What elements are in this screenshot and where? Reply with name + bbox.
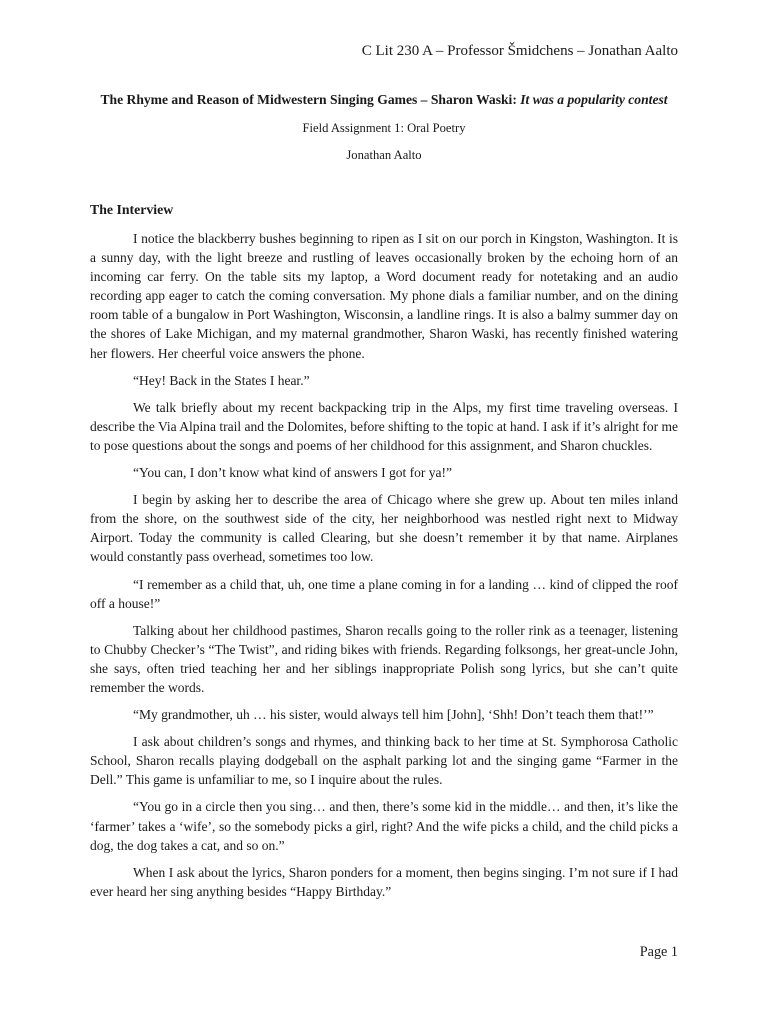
paragraph: We talk briefly about my recent backpacking trip in the Alps, my first time traveling overseas. I describe the Via Alpina trail and the Dolomites, before shifting to the topic at hand. I ask if it’s alright for me to pose questions about the songs and poems of her childhood for this assignment, and Sharon chuckles. [90,399,678,453]
section-heading: The Interview [90,202,174,217]
paragraph: When I ask about the lyrics, Sharon ponders for a moment, then begins singing. I’m not sure if I had ever heard her sing anything besides “Happy Birthday.” [90,864,678,899]
paragraph: “I remember as a child that, uh, one time a plane coming in for a landing … kind of clipped the roof off a house!” [90,576,678,611]
title-main: The Rhyme and Reason of Midwestern Singing Games – Sharon Waski: [100,92,521,107]
paragraph: Talking about her childhood pastimes, Sharon recalls going to the roller rink as a teenager, listening to Chubby Checker’s “The Twist”, and riding bikes with friends. Regarding folksongs, her great-uncle John, she says, often tried teaching her and her siblings inappropriate Polish song lyrics, but she can’t quite remember the words. [90,622,678,695]
paragraph: “My grandmother, uh … his sister, would always tell him [John], ‘Shh! Don’t teach them that!’” [133,707,654,723]
document-title [90,92,678,108]
author-line: Jonathan Aalto [346,148,422,162]
document-page [90,0,678,1024]
body-text [90,229,678,909]
page-number: Page 1 [639,944,678,960]
assignment-line: Field Assignment 1: Oral Poetry [302,121,466,135]
paragraph: I ask about children’s songs and rhymes, and thinking back to her time at St. Symphorosa Catholic School, Sharon recalls playing dodgeball on the asphalt parking lot and the singing game “Farmer in the Dell.” This game is unfamiliar to me, so I inquire about the rules. [90,734,678,788]
paragraph: I begin by asking her to describe the area of Chicago where she grew up. About ten miles inland from the shore, on the southwest side of the city, her neighborhood was nestled right next to Midway Airport. Today the community is called Clearing, but she doesn’t remember it by that name. Airplanes would constantly pass overhead, sometimes too low. [90,492,678,565]
paragraph: “You can, I don’t know what kind of answers I got for ya!” [133,465,452,481]
title-italic: It was a popularity contest [520,92,668,107]
paragraph: I notice the blackberry bushes beginning to ripen as I sit on our porch in Kingston, Washington. It is a sunny day, with the light breeze and rustling of leaves occasionally broken by the echoing horn of an incoming car ferry. On the table sits my laptop, a Word document ready for notetaking and an audio recording app eager to catch the coming conversation. My phone dials a familiar number, and on the dining room table of a bungalow in Port Washington, Wisconsin, a landline rings. It is also a balmy summer day on the shores of Lake Michigan, and my maternal grandmother, Sharon Waski, has recently finished watering her flowers. Her cheerful voice answers the phone. [90,231,678,361]
paragraph: “Hey! Back in the States I hear.” [133,372,310,388]
paragraph: “You go in a circle then you sing… and then, there’s some kid in the middle… and then, it’s like the ‘farmer’ takes a ‘wife’, so the somebody picks a girl, right? And the wife picks a child, and the child picks a dog, the dog takes a cat, and so on.” [90,799,678,853]
running-header: C Lit 230 A – Professor Šmidchens – Jonathan Aalto [361,43,678,59]
